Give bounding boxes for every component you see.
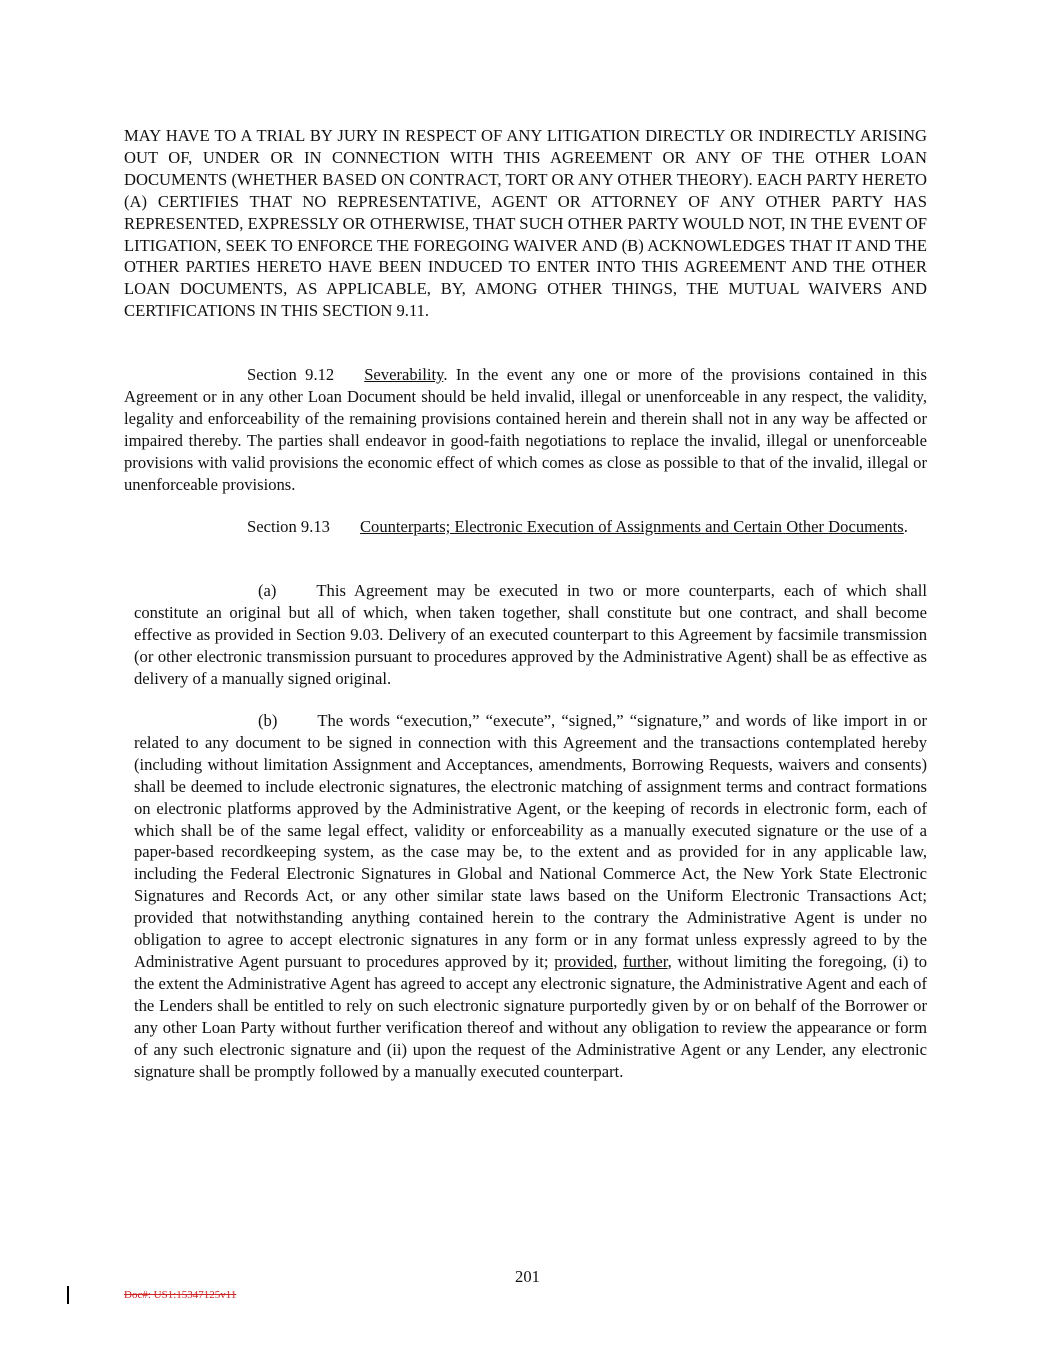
section-9-13-title-end: .	[903, 517, 908, 536]
change-bar	[67, 1286, 69, 1304]
section-9-13-para-b	[134, 710, 927, 1082]
para-b-provided: provided	[554, 951, 614, 971]
para-b-text-2: , without limiting the foregoing, (i) to the extent the Administrative Agent has agreed to accept any electronic signature, the Administrative Agent and each of the Lenders shall be entitled to rely on such electronic signature purportedly given by or on behalf of the Borrower or any other Loan Party without further verification thereof and without any obligation to review the appearance or form of any such electronic signature and (ii) upon the request of the Administrative Agent or any Lender, any electronic signature shall be promptly followed by a manually executed counterpart.	[134, 951, 927, 1081]
document-id: Doc#: US1:15347125v11	[124, 1289, 237, 1301]
para-a-text: This Agreement may be executed in two or more counterparts, each of which shall constitute an original but all of which, when taken together, shall constitute but one contract, and shall become effective as provided in Section 9.03. Delivery of an executed counterpart to this Agreement by facsimile transmission (or other electronic transmission pursuant to procedures approved by the Administrative Agent) shall be as effective as delivery of a manually signed original.	[134, 581, 927, 688]
para-b-label: (b)	[258, 711, 278, 730]
section-9-13-para-a	[134, 580, 927, 690]
para-b-further: further	[623, 951, 668, 971]
section-9-13-title: Counterparts; Electronic Execution of Assignments and Certain Other Documents	[359, 517, 904, 536]
section-9-12-title: Severability	[364, 365, 444, 384]
section-9-13-heading	[124, 516, 932, 538]
page-number: 201	[515, 1267, 540, 1286]
para-b-comma: ,	[613, 951, 624, 971]
section-9-12	[124, 364, 927, 495]
section-9-13-number: Section 9.13	[247, 517, 330, 536]
jury-waiver-paragraph: MAY HAVE TO A TRIAL BY JURY IN RESPECT OF ANY LITIGATION DIRECTLY OR INDIRECTLY ARISING OUT OF, UNDER OR IN CONNECTION WITH THIS AGREEMENT OR ANY OF THE OTHER LOAN DOCUMENTS (WHETHER BASED ON CONTRACT, TORT OR ANY OTHER THEORY). EACH PARTY HERETO (A) CERTIFIES THAT NO REPRESENTATIVE, AGENT OR ATTORNEY OF ANY OTHER PARTY HAS REPRESENTED, EXPRESSLY OR OTHERWISE, THAT SUCH OTHER PARTY WOULD NOT, IN THE EVENT OF LITIGATION, SEEK TO ENFORCE THE FOREGOING WAIVER AND (B) ACKNOWLEDGES THAT IT AND THE OTHER PARTIES HERETO HAVE BEEN INDUCED TO ENTER INTO THIS AGREEMENT AND THE OTHER LOAN DOCUMENTS, AS APPLICABLE, BY, AMONG OTHER THINGS, THE MUTUAL WAIVERS AND CERTIFICATIONS IN THIS SECTION 9.11.	[124, 126, 927, 321]
section-9-12-number: Section 9.12	[247, 365, 335, 384]
para-b-text-1: The words “execution,” “execute”, “signed,” “signature,” and words of like import in or related to any document to be signed in connection with this Agreement and the transactions contemplated hereby (including without limitation Assignment and Acceptances, amendments, Borrowing Requests, waivers and consents) shall be deemed to include electronic signatures, the electronic matching of assignment terms and contract formations on electronic platforms approved by the Administrative Agent, or the keeping of records in electronic form, each of which shall be of the same legal effect, validity or enforceability as a manually executed signature or the use of a paper-based recordkeeping system, as the case may be, to the extent and as provided for in any applicable law, including the Federal Electronic Signatures in Global and National Commerce Act, the New York State Electronic Signatures and Records Act, or any other similar state laws based on the Uniform Electronic Transactions Act; provided that notwithstanding anything contained herein to the contrary the Administrative Agent is under no obligation to agree to accept electronic signatures in any form or in any format unless expressly agreed to by the Administrative Agent pursuant to procedures approved by it;	[134, 711, 927, 971]
para-a-label: (a)	[258, 581, 277, 600]
section-9-12-body: . In the event any one or more of the provisions contained in this Agreement or in any other Loan Document should be held invalid, illegal or unenforceable in any respect, the validity, legality and enforceability of the remaining provisions contained herein and therein shall not in any way be affected or impaired thereby. The parties shall endeavor in good-faith negotiations to replace the invalid, illegal or unenforceable provisions with valid provisions the economic effect of which comes as close as possible to that of the invalid, illegal or unenforceable provisions.	[124, 365, 927, 494]
